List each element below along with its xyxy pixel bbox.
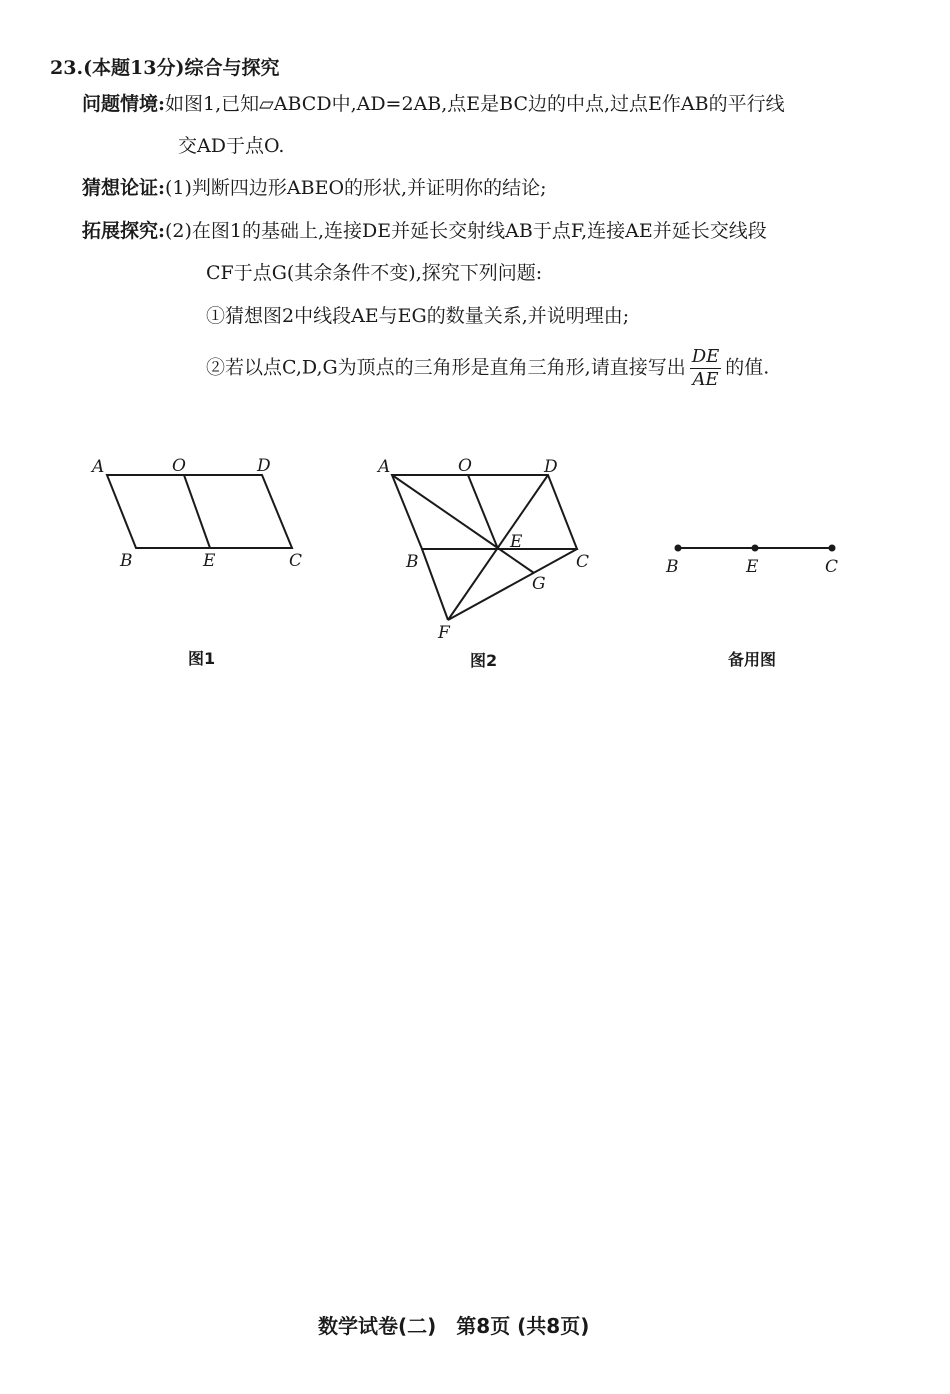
situation-text-2: 交AD于点O. — [178, 135, 285, 157]
question-points: (本题13分) — [83, 57, 185, 79]
label-b: B — [406, 552, 419, 572]
situation-line-2 — [178, 134, 284, 158]
label-o: O — [172, 456, 186, 476]
explore-line-2 — [206, 261, 542, 285]
point-e — [752, 545, 759, 552]
segment-bf — [422, 549, 448, 620]
label-e: E — [203, 551, 216, 571]
sub-question-2-suffix: 的值. — [725, 356, 770, 379]
explore-line-1 — [82, 219, 767, 243]
point-c — [829, 545, 836, 552]
label-d: D — [257, 456, 271, 476]
label-a: A — [378, 457, 391, 477]
segment-oe — [184, 475, 210, 548]
figure-2 — [370, 450, 610, 650]
fraction-numerator: DE — [691, 346, 720, 367]
label-d: D — [544, 457, 558, 477]
situation-text-1: 如图1,已知▱ABCD中,AD=2AB,点E是BC边的中点,过点E作AB的平行线 — [165, 93, 785, 115]
label-c: C — [289, 551, 303, 571]
page-footer: 数学试卷(二) 第8页 (共8页) — [318, 1314, 590, 1338]
situation-line-1 — [82, 92, 785, 116]
label-o: O — [458, 456, 472, 476]
conjecture-label: 猜想论证: — [82, 177, 166, 199]
figure-1-caption: 图1 — [188, 649, 216, 668]
fraction-denominator: AE — [692, 369, 719, 390]
label-c: C — [825, 557, 839, 577]
figure-spare-caption: 备用图 — [728, 650, 777, 669]
figure-1 — [80, 450, 340, 580]
sub-question-2-prefix: ②若以点C,D,G为顶点的三角形是直角三角形,请直接写出 — [206, 356, 686, 379]
sub-question-1 — [206, 304, 629, 328]
sub-question-1-text: ①猜想图2中线段AE与EG的数量关系,并说明理由; — [206, 305, 630, 327]
question-header — [50, 56, 280, 80]
explore-text-2: CF于点G(其余条件不变),探究下列问题: — [206, 262, 543, 284]
conjecture-text: (1)判断四边形ABEO的形状,并证明你的结论; — [165, 177, 547, 199]
label-b: B — [666, 557, 679, 577]
label-g: G — [532, 574, 546, 594]
label-e: E — [746, 557, 759, 577]
label-c: C — [576, 552, 590, 572]
figure-spare — [660, 530, 860, 590]
label-b: B — [120, 551, 133, 571]
conjecture-line — [82, 176, 547, 200]
question-title: 综合与探究 — [184, 57, 280, 79]
point-b — [675, 545, 682, 552]
explore-label: 拓展探究: — [82, 220, 166, 242]
parallelogram-abcd — [107, 475, 292, 548]
label-e: E — [510, 532, 523, 552]
figure-2-caption: 图2 — [470, 651, 498, 670]
sub-question-2 — [206, 346, 769, 391]
explore-text-1: (2)在图1的基础上,连接DE并延长交射线AB于点F,连接AE并延长交线段 — [165, 220, 767, 242]
fraction-de-over-ae — [690, 346, 722, 391]
segment-cf — [448, 549, 577, 620]
label-a: A — [92, 457, 105, 477]
situation-label: 问题情境: — [82, 93, 166, 115]
question-number: 23. — [50, 57, 84, 79]
label-f: F — [438, 623, 450, 643]
